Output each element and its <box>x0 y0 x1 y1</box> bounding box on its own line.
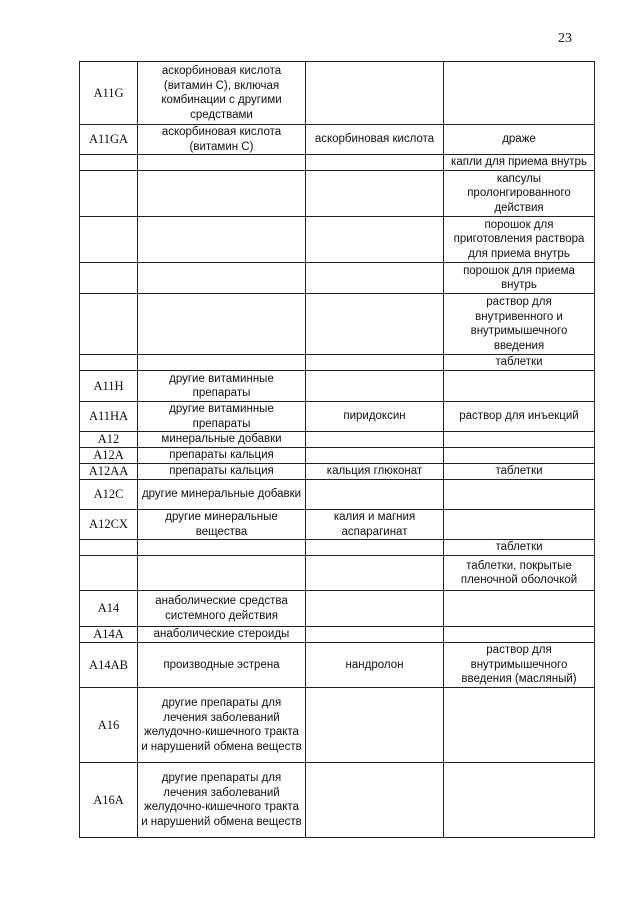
table-row <box>80 464 595 480</box>
inn-cell <box>306 171 444 217</box>
form-cell: таблетки <box>444 355 595 371</box>
inn-cell <box>306 556 444 591</box>
code-cell <box>80 171 138 217</box>
group-cell: другие витаминные препараты <box>138 371 306 402</box>
table-row <box>80 627 595 643</box>
form-cell: раствор для инъекций <box>444 402 595 432</box>
form-cell <box>444 763 595 838</box>
table-row <box>80 355 595 371</box>
inn-cell <box>306 688 444 763</box>
group-cell: другие минеральные вещества <box>138 510 306 540</box>
form-cell <box>444 480 595 510</box>
table-row <box>80 125 595 155</box>
form-cell <box>444 627 595 643</box>
code-cell: A11G <box>80 62 138 125</box>
form-cell <box>444 62 595 125</box>
code-cell: A12A <box>80 448 138 464</box>
inn-cell: пиридоксин <box>306 402 444 432</box>
code-cell: A14A <box>80 627 138 643</box>
table-row <box>80 688 595 763</box>
table-row <box>80 556 595 591</box>
group-cell: препараты кальция <box>138 448 306 464</box>
inn-cell <box>306 294 444 355</box>
inn-cell <box>306 448 444 464</box>
inn-cell <box>306 591 444 627</box>
table-row <box>80 432 595 448</box>
code-cell: A16 <box>80 688 138 763</box>
form-cell: капсулы пролонгированного действия <box>444 171 595 217</box>
inn-cell: нандролон <box>306 643 444 688</box>
table-row <box>80 294 595 355</box>
group-cell: анаболические средства системного действия <box>138 591 306 627</box>
table-row <box>80 540 595 556</box>
code-cell <box>80 540 138 556</box>
form-cell: раствор для внутривенного и внутримышечного введения <box>444 294 595 355</box>
group-cell <box>138 155 306 171</box>
form-cell <box>444 688 595 763</box>
group-cell <box>138 263 306 294</box>
table-row <box>80 155 595 171</box>
form-cell: таблетки <box>444 540 595 556</box>
inn-cell <box>306 627 444 643</box>
inn-cell: аскорбиновая кислота <box>306 125 444 155</box>
code-cell <box>80 263 138 294</box>
group-cell: анаболические стероиды <box>138 627 306 643</box>
table-row <box>80 371 595 402</box>
group-cell: другие минеральные добавки <box>138 480 306 510</box>
group-cell <box>138 355 306 371</box>
form-cell: порошок для приема внутрь <box>444 263 595 294</box>
form-cell: порошок для приготовления раствора для приема внутрь <box>444 217 595 263</box>
table-row <box>80 591 595 627</box>
code-cell: A12CX <box>80 510 138 540</box>
form-cell <box>444 432 595 448</box>
form-cell: таблетки <box>444 464 595 480</box>
inn-cell <box>306 480 444 510</box>
group-cell <box>138 540 306 556</box>
group-cell <box>138 217 306 263</box>
table-row <box>80 448 595 464</box>
table-row <box>80 217 595 263</box>
table-row <box>80 510 595 540</box>
group-cell: другие препараты для лечения заболеваний желудочно-кишечного тракта и нарушений обмена веществ <box>138 763 306 838</box>
code-cell: A16A <box>80 763 138 838</box>
inn-cell <box>306 217 444 263</box>
form-cell <box>444 371 595 402</box>
group-cell: минеральные добавки <box>138 432 306 448</box>
table-row <box>80 171 595 217</box>
group-cell <box>138 171 306 217</box>
form-cell: драже <box>444 125 595 155</box>
group-cell: производные эстрена <box>138 643 306 688</box>
form-cell: раствор для внутримышечного введения (масляный) <box>444 643 595 688</box>
group-cell: препараты кальция <box>138 464 306 480</box>
inn-cell <box>306 371 444 402</box>
inn-cell <box>306 155 444 171</box>
table-row <box>80 763 595 838</box>
code-cell: A11H <box>80 371 138 402</box>
inn-cell: кальция глюконат <box>306 464 444 480</box>
table-row <box>80 62 595 125</box>
code-cell: A14AB <box>80 643 138 688</box>
table-row <box>80 263 595 294</box>
code-cell <box>80 556 138 591</box>
form-cell: капли для приема внутрь <box>444 155 595 171</box>
inn-cell: калия и магния аспарагинат <box>306 510 444 540</box>
table-row <box>80 402 595 432</box>
code-cell <box>80 355 138 371</box>
table-row <box>80 643 595 688</box>
inn-cell <box>306 62 444 125</box>
inn-cell <box>306 432 444 448</box>
inn-cell <box>306 763 444 838</box>
form-cell: таблетки, покрытые пленочной оболочкой <box>444 556 595 591</box>
code-cell: A11HA <box>80 402 138 432</box>
form-cell <box>444 510 595 540</box>
group-cell <box>138 556 306 591</box>
group-cell: аскорбиновая кислота (витамин С), включая комбинации с другими средствами <box>138 62 306 125</box>
inn-cell <box>306 540 444 556</box>
inn-cell <box>306 355 444 371</box>
code-cell: A12C <box>80 480 138 510</box>
form-cell <box>444 591 595 627</box>
code-cell <box>80 217 138 263</box>
code-cell: A11GA <box>80 125 138 155</box>
inn-cell <box>306 263 444 294</box>
form-cell <box>444 448 595 464</box>
page-number: 23 <box>558 31 572 46</box>
drug-table <box>79 61 595 838</box>
code-cell <box>80 294 138 355</box>
code-cell: A12AA <box>80 464 138 480</box>
group-cell: другие препараты для лечения заболеваний желудочно-кишечного тракта и нарушений обмена веществ <box>138 688 306 763</box>
group-cell <box>138 294 306 355</box>
code-cell: A12 <box>80 432 138 448</box>
table-row <box>80 480 595 510</box>
group-cell: другие витаминные препараты <box>138 402 306 432</box>
code-cell: A14 <box>80 591 138 627</box>
group-cell: аскорбиновая кислота (витамин С) <box>138 125 306 155</box>
code-cell <box>80 155 138 171</box>
